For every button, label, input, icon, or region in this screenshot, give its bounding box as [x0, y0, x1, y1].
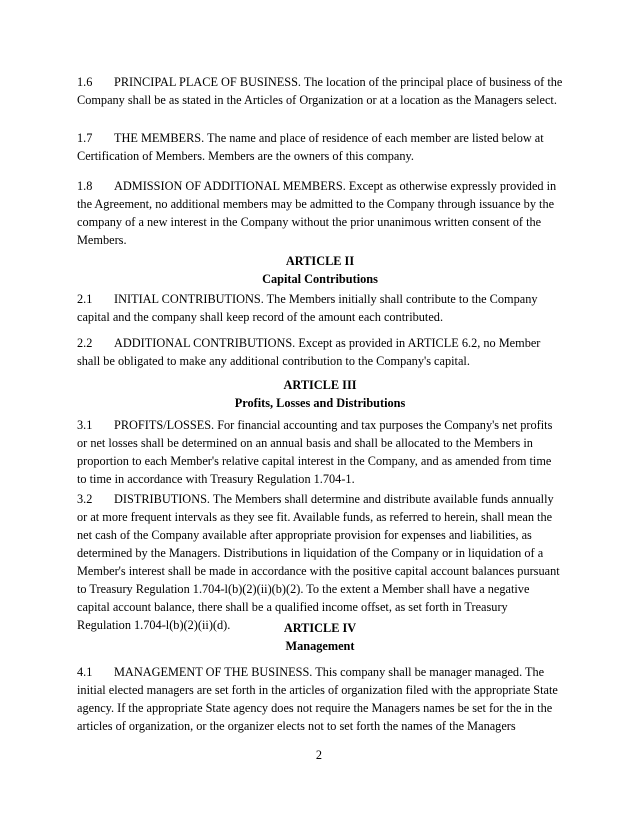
section-text: INITIAL CONTRIBUTIONS. The Members initially shall contribute to the Company capital and the company shall keep record of the amount each contributed. [77, 292, 538, 324]
article-title: Profits, Losses and Distributions [234, 396, 406, 410]
section-number: 3.1 [77, 418, 93, 432]
section-2-1 [77, 290, 563, 326]
article-iii-heading [77, 376, 563, 412]
section-number: 4.1 [77, 665, 93, 679]
section-text: MANAGEMENT OF THE BUSINESS. This company shall be manager managed. The initial elected managers are set forth in the articles of organization filed with the appropriate State agency. If the appropriate State agency does not require the Managers names be set for the in the articles of organization, or the organizer elects not to set forth the names of the Managers [77, 665, 558, 733]
section-1-8 [77, 177, 563, 249]
article-title: Capital Contributions [262, 272, 378, 286]
section-3-2 [77, 490, 563, 634]
section-text: ADMISSION OF ADDITIONAL MEMBERS. Except as otherwise expressly provided in the Agreement, no additional members may be admitted to the Company through issuance by the company of a new interest in the Company without the prior unanimous written consent of the Members. [77, 179, 557, 247]
section-1-6 [77, 73, 563, 109]
article-iv-heading [77, 619, 563, 655]
section-1-7 [77, 129, 563, 165]
article-ii-heading [77, 252, 563, 288]
section-number: 3.2 [77, 492, 93, 506]
section-number: 1.7 [77, 131, 93, 145]
article-number: ARTICLE IV [283, 621, 357, 635]
article-number: ARTICLE II [285, 254, 355, 268]
section-text: PROFITS/LOSSES. For financial accounting and tax purposes the Company's net profits or net losses shall be determined on an annual basis and shall be allocated to the Members in proportion to each Member's relative capital interest in the Company, and as amended from time to time in accordance with Treasury Regulation 1.704-1. [77, 418, 553, 486]
article-number: ARTICLE III [283, 378, 357, 392]
page-number: 2 [315, 748, 323, 762]
section-number: 2.1 [77, 292, 93, 306]
section-2-2 [77, 334, 563, 370]
section-number: 1.6 [77, 75, 93, 89]
section-number: 1.8 [77, 179, 93, 193]
section-text: DISTRIBUTIONS. The Members shall determine and distribute available funds annually or at more frequent intervals as they see fit. Available funds, as referred to herein, shall mean the net cash of the Company available after appropriate provision for expenses and liabilities, as determined by the Managers. Distributions in liquidation of the Company or in liquidation of a Member's interest shall be made in accordance with the positive capital account balances pursuant to Treasury Regulation 1.704-l(b)(2)(ii)(b)(2). To the extent a Member shall have a negative capital account balance, there shall be a qualified income offset, as set forth in Treasury Regulation 1.704-l(b)(2)(ii)(d). [77, 492, 560, 632]
section-text: THE MEMBERS. The name and place of residence of each member are listed below at Certification of Members. Members are the owners of this company. [77, 131, 544, 163]
article-title: Management [285, 639, 355, 653]
section-4-1 [77, 663, 563, 735]
section-text: PRINCIPAL PLACE OF BUSINESS. The location of the principal place of business of the Company shall be as stated in the Articles of Organization or at a location as the Managers select. [77, 75, 563, 107]
section-3-1 [77, 416, 563, 488]
section-text: ADDITIONAL CONTRIBUTIONS. Except as provided in ARTICLE 6.2, no Member shall be obligated to make any additional contribution to the Company's capital. [77, 336, 541, 368]
section-number: 2.2 [77, 336, 93, 350]
